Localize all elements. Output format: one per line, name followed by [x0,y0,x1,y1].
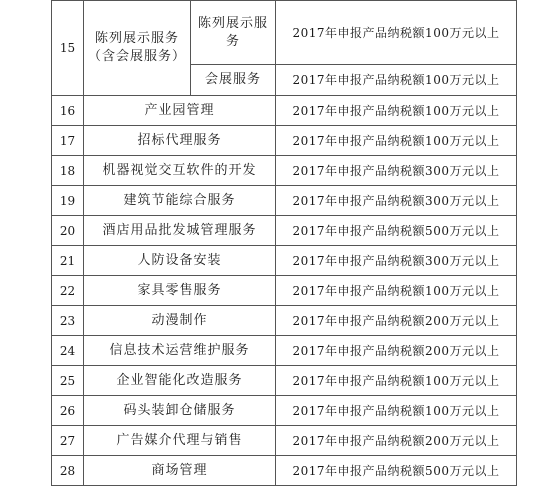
table-row [52,456,517,486]
table-row [52,336,517,366]
row-number: 22 [52,276,84,306]
service-name: 产业园管理 [84,96,276,126]
row-number: 25 [52,366,84,396]
requirement: 2017年申报产品纳税额100万元以上 [276,1,517,65]
service-name: 家具零售服务 [84,276,276,306]
industry-table [51,0,517,486]
service-name: 酒店用品批发城管理服务 [84,216,276,246]
sub-service-line2: 务 [225,33,240,49]
requirement: 2017年申报产品纳税额500万元以上 [276,216,517,246]
requirement: 2017年申报产品纳税额200万元以上 [276,336,517,366]
table-row [52,276,517,306]
service-name: 招标代理服务 [84,126,276,156]
row-number: 15 [52,1,84,96]
requirement: 2017年申报产品纳税额300万元以上 [276,156,517,186]
service-name [84,1,191,96]
row-number: 27 [52,426,84,456]
requirement: 2017年申报产品纳税额100万元以上 [276,96,517,126]
requirement: 2017年申报产品纳税额500万元以上 [276,456,517,486]
requirement: 2017年申报产品纳税额100万元以上 [276,396,517,426]
requirement: 2017年申报产品纳税额100万元以上 [276,366,517,396]
service-name: 机器视觉交互软件的开发 [84,156,276,186]
row-number: 26 [52,396,84,426]
table-row [52,186,517,216]
table-row [52,246,517,276]
row-number: 20 [52,216,84,246]
table-row [52,156,517,186]
service-name: 动漫制作 [84,306,276,336]
sub-service-name [191,1,276,65]
table-row [52,366,517,396]
service-name-line2: （含会展服务） [87,49,186,64]
service-name: 建筑节能综合服务 [84,186,276,216]
requirement: 2017年申报产品纳税额200万元以上 [276,306,517,336]
table-row [52,126,517,156]
table-row-15 [52,1,517,65]
requirement: 2017年申报产品纳税额200万元以上 [276,426,517,456]
table-row [52,96,517,126]
requirement: 2017年申报产品纳税额100万元以上 [276,276,517,306]
service-name: 企业智能化改造服务 [84,366,276,396]
requirement: 2017年申报产品纳税额100万元以上 [276,65,517,96]
row-number: 17 [52,126,84,156]
requirement: 2017年申报产品纳税额300万元以上 [276,186,517,216]
row-number: 24 [52,336,84,366]
row-number: 18 [52,156,84,186]
requirement: 2017年申报产品纳税额300万元以上 [276,246,517,276]
row-number: 16 [52,96,84,126]
row-number: 19 [52,186,84,216]
sub-service-line1: 陈列展示服 [197,15,268,31]
service-name: 商场管理 [84,456,276,486]
service-name: 码头装卸仓储服务 [84,396,276,426]
row-number: 28 [52,456,84,486]
table-row [52,216,517,246]
service-name: 信息技术运营维护服务 [84,336,276,366]
table-row [52,426,517,456]
row-number: 21 [52,246,84,276]
service-name: 广告媒介代理与销售 [84,426,276,456]
service-name-line1: 陈列展示服务 [94,31,179,46]
requirement: 2017年申报产品纳税额100万元以上 [276,126,517,156]
service-name: 人防设备安装 [84,246,276,276]
table-row [52,396,517,426]
sub-service-name: 会展服务 [191,65,276,96]
table-row [52,306,517,336]
table-body [52,1,517,486]
row-number: 23 [52,306,84,336]
